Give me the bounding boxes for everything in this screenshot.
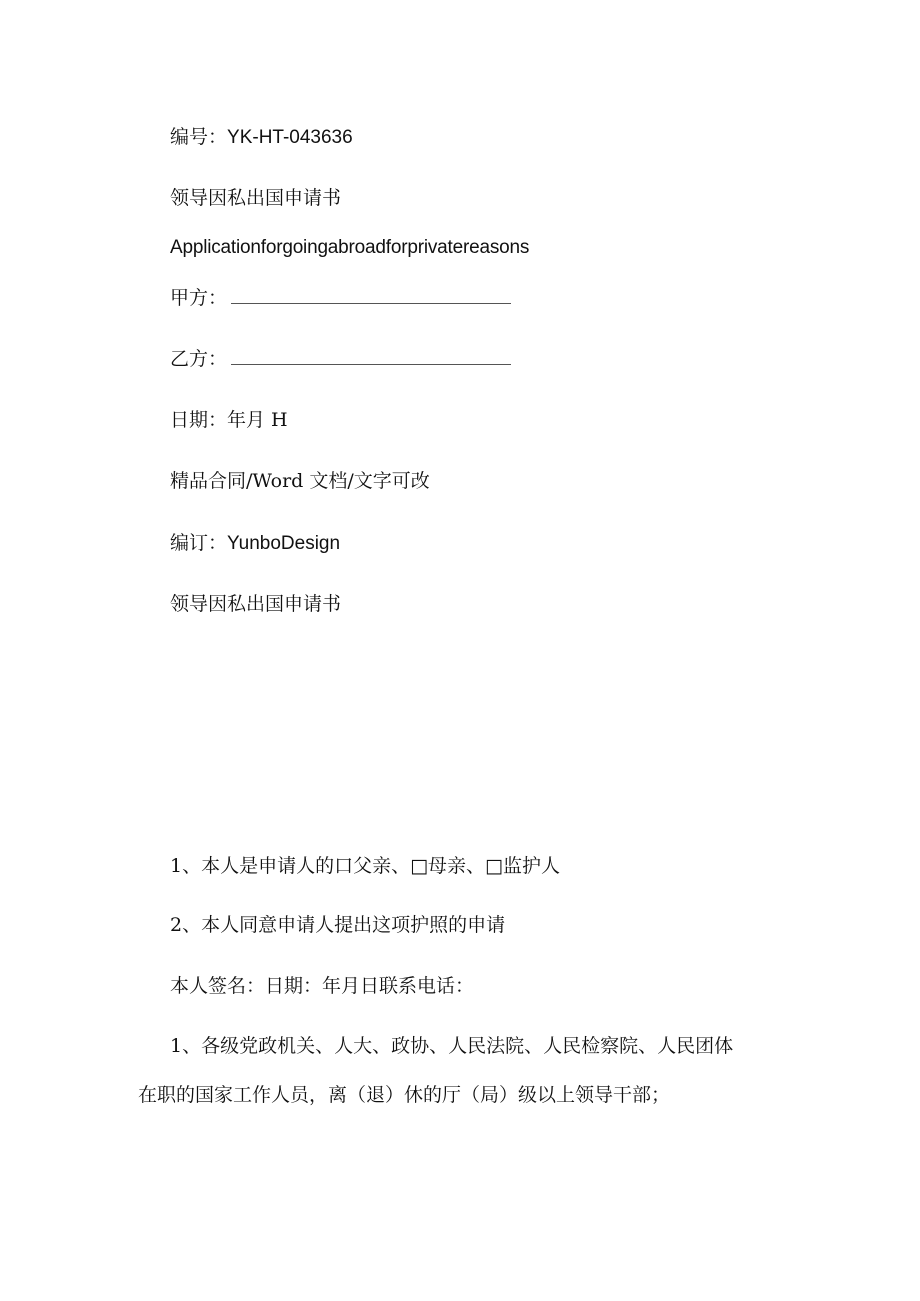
party-b-line [170,347,511,372]
title-cn-repeat: 领导因私出国申请书 [170,593,342,615]
editor-line [170,531,340,556]
party-b-label: 乙方： [170,348,228,370]
party-b-blank[interactable] [231,348,511,365]
document-number-value: YK-HT-043636 [227,127,353,148]
party-a-line [170,286,511,311]
paragraph-line-1: 1、各级党政机关、人大、政协、人民法院、人民检察院、人民团体 [170,1035,734,1057]
document-note: 精品合同/Word 文档/文字可改 [170,470,430,492]
document-number-label: 编号： [170,126,228,148]
guardian-item: 1、本人是申请人的口父亲、□母亲、□监护人 [170,855,560,877]
party-a-blank[interactable] [231,287,511,304]
document-number [170,125,353,150]
date-line: 日期：年月 H [170,409,288,431]
editor-label: 编订： [170,532,228,554]
signature-line: 本人签名：日期：年月日联系电话： [170,975,475,997]
editor-value: YunboDesign [227,533,341,554]
party-a-label: 甲方： [170,287,228,309]
consent-item: 2、本人同意申请人提出这项护照的申请 [170,914,506,936]
title-cn: 领导因私出国申请书 [170,187,342,209]
title-en: Applicationforgoingabroadforprivatereasons [170,237,530,258]
paragraph-line-2: 在职的国家工作人员，离（退）休的厅（局）级以上领导干部； [138,1084,671,1106]
